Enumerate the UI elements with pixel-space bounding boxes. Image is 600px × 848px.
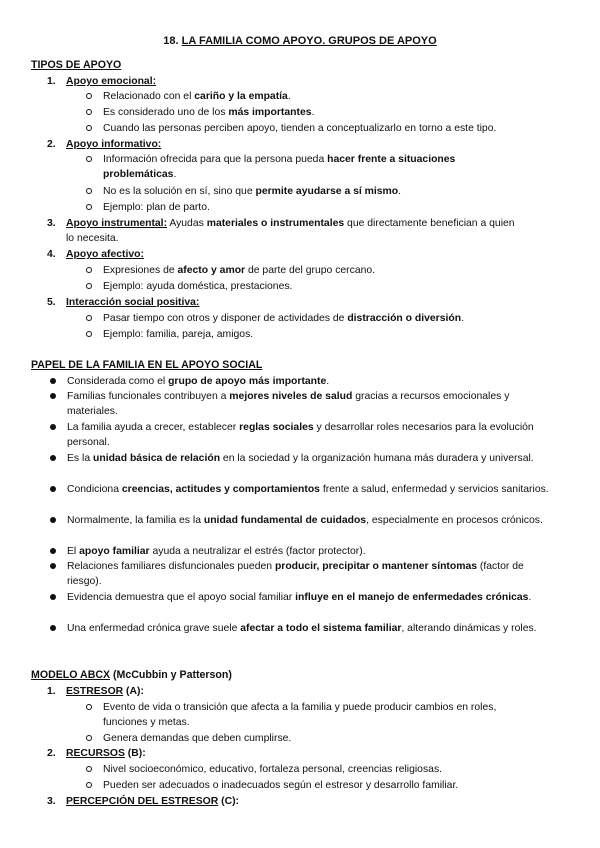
section-heading-tipos: TIPOS DE APOYO: [31, 59, 122, 71]
section-heading-papel: PAPEL DE LA FAMILIA EN EL APOYO SOCIAL: [31, 359, 263, 371]
list-item-interaccion-social: 5. Interacción social positiva:: [47, 297, 200, 308]
page-title: 18. LA FAMILIA COMO APOYO. GRUPOS DE APOYO: [163, 35, 437, 47]
sub-item: Cuando las personas perciben apoyo, tienden a conceptualizarlo en torno a este tipo.: [86, 121, 526, 136]
sub-item: Ejemplo: familia, pareja, amigos.: [86, 327, 526, 342]
sub-item: Pueden ser adecuados o inadecuados según el estresor y desarrollo familiar.: [86, 778, 526, 793]
list-item-apoyo-emocional: 1. Apoyo emocional:: [47, 76, 157, 87]
list-item-percepcion: 3. PERCEPCIÓN DEL ESTRESOR (C):: [47, 796, 240, 807]
bullet-item: Condiciona creencias, actitudes y comportamientos frente a salud, enfermedad y servicios sanitarios.: [47, 482, 549, 497]
sub-item: No es la solución en sí, sino que permite ayudarse a sí mismo.: [86, 184, 526, 199]
bullet-item: Considerada como el grupo de apoyo más importante.: [47, 374, 549, 389]
bullet-item: Evidencia demuestra que el apoyo social familiar influye en el manejo de enfermedades crónicas.: [47, 590, 549, 605]
list-item-apoyo-instrumental: 3. Apoyo instrumental: Ayudas materiales o instrumentales que directamente benefician a quien lo necesita.: [47, 218, 515, 244]
bullet-item: La familia ayuda a crecer, establecer reglas sociales y desarrollar roles necesarios para la evolución personal.: [47, 420, 549, 450]
sub-item: Ejemplo: ayuda doméstica, prestaciones.: [86, 279, 526, 294]
list-item-recursos: 2. RECURSOS (B):: [47, 748, 146, 759]
list-item-estresor: 1. ESTRESOR (A):: [47, 686, 144, 697]
sub-item: Información ofrecida para que la persona pueda hacer frente a situaciones problemáticas.: [86, 152, 506, 182]
bullet-item: Es la unidad básica de relación en la sociedad y la organización humana más duradera y universal.: [47, 451, 549, 466]
sub-item: Ejemplo: plan de parto.: [86, 200, 526, 215]
sub-item: Relacionado con el cariño y la empatía.: [86, 89, 526, 104]
bullet-item: Normalmente, la familia es la unidad fundamental de cuidados, especialmente en procesos crónicos.: [47, 513, 549, 528]
sub-item: Evento de vida o transición que afecta a la familia y puede producir cambios en roles, funciones y metas.: [86, 700, 506, 730]
list-item-apoyo-afectivo: 4. Apoyo afectivo:: [47, 249, 144, 260]
sub-item: Nivel socioeconómico, educativo, fortaleza personal, creencias religiosas.: [86, 762, 526, 777]
list-item-apoyo-informativo: 2. Apoyo informativo:: [47, 139, 162, 150]
bullet-item: Relaciones familiares disfuncionales pueden producir, precipitar o mantener síntomas (factor de riesgo).: [47, 559, 549, 589]
bullet-item: Una enfermedad crónica grave suele afectar a todo el sistema familiar, alterando dinámicas y roles.: [47, 621, 549, 636]
sub-item: Es considerado uno de los más importantes.: [86, 105, 526, 120]
bullet-item: Familias funcionales contribuyen a mejores niveles de salud gracias a recursos emocionales y materiales.: [47, 389, 549, 419]
sub-item: Expresiones de afecto y amor de parte del grupo cercano.: [86, 263, 526, 278]
sub-item: Pasar tiempo con otros y disponer de actividades de distracción o diversión.: [86, 311, 526, 326]
section-heading-modelo: MODELO ABCX (McCubbin y Patterson): [31, 669, 232, 681]
sub-item: Genera demandas que deben cumplirse.: [86, 731, 526, 746]
bullet-item: El apoyo familiar ayuda a neutralizar el estrés (factor protector).: [47, 544, 549, 559]
